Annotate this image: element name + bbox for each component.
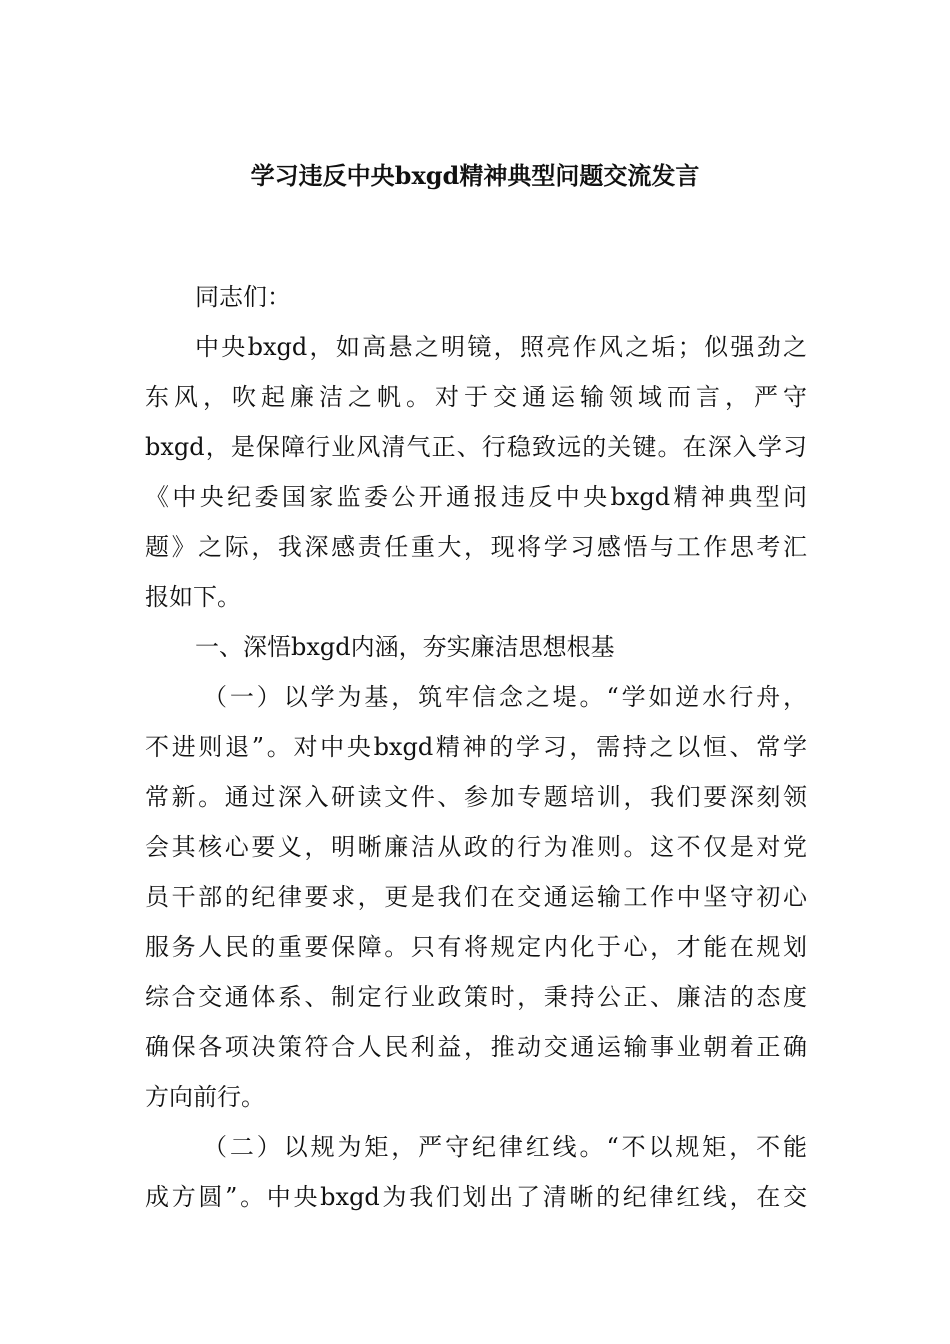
paragraph-line: 成方圆”。中央bxgd为我们划出了清晰的纪律红线，在交 — [145, 1183, 807, 1211]
salutation-line: 同志们： — [195, 283, 291, 311]
subsection-heading-line: （二）以规为矩，严守纪律红线。“不以规矩，不能 — [203, 1133, 807, 1161]
paragraph-line: bxgd，是保障行业风清气正、行稳致远的关键。在深入学习 — [145, 433, 807, 461]
paragraph-line: 东风，吹起廉洁之帆。对于交通运输领域而言，严守 — [145, 383, 807, 411]
paragraph-line: 综合交通体系、制定行业政策时，秉持公正、廉洁的态度 — [145, 983, 807, 1011]
paragraph-line: 不进则退”。对中央bxgd精神的学习，需持之以恒、常学 — [145, 733, 807, 761]
paragraph-line: 服务人民的重要保障。只有将规定内化于心，才能在规划 — [145, 933, 807, 961]
paragraph-line: 中央bxgd，如高悬之明镜，照亮作风之垢；似强劲之 — [195, 333, 807, 361]
paragraph-line: 方向前行。 — [145, 1083, 265, 1111]
paragraph-line: 报如下。 — [145, 583, 241, 611]
subsection-heading-line: （一）以学为基，筑牢信念之堤。“学如逆水行舟， — [203, 683, 807, 711]
document-body — [145, 272, 807, 1222]
paragraph-line: 常新。通过深入研读文件、参加专题培训，我们要深刻领 — [145, 783, 807, 811]
document-title: 学习违反中央bxgd精神典型问题交流发言 — [250, 161, 700, 190]
paragraph-line: 会其核心要义，明晰廉洁从政的行为准则。这不仅是对党 — [145, 833, 807, 861]
paragraph-line: 确保各项决策符合人民利益，推动交通运输事业朝着正确 — [145, 1033, 807, 1061]
paragraph-line: 员干部的纪律要求，更是我们在交通运输工作中坚守初心 — [145, 883, 807, 911]
section-heading: 一、深悟bxgd内涵，夯实廉洁思想根基 — [195, 633, 615, 661]
paragraph-line: 题》之际，我深感责任重大，现将学习感悟与工作思考汇 — [145, 533, 807, 561]
paragraph-line: 《中央纪委国家监委公开通报违反中央bxgd精神典型问 — [145, 483, 807, 511]
